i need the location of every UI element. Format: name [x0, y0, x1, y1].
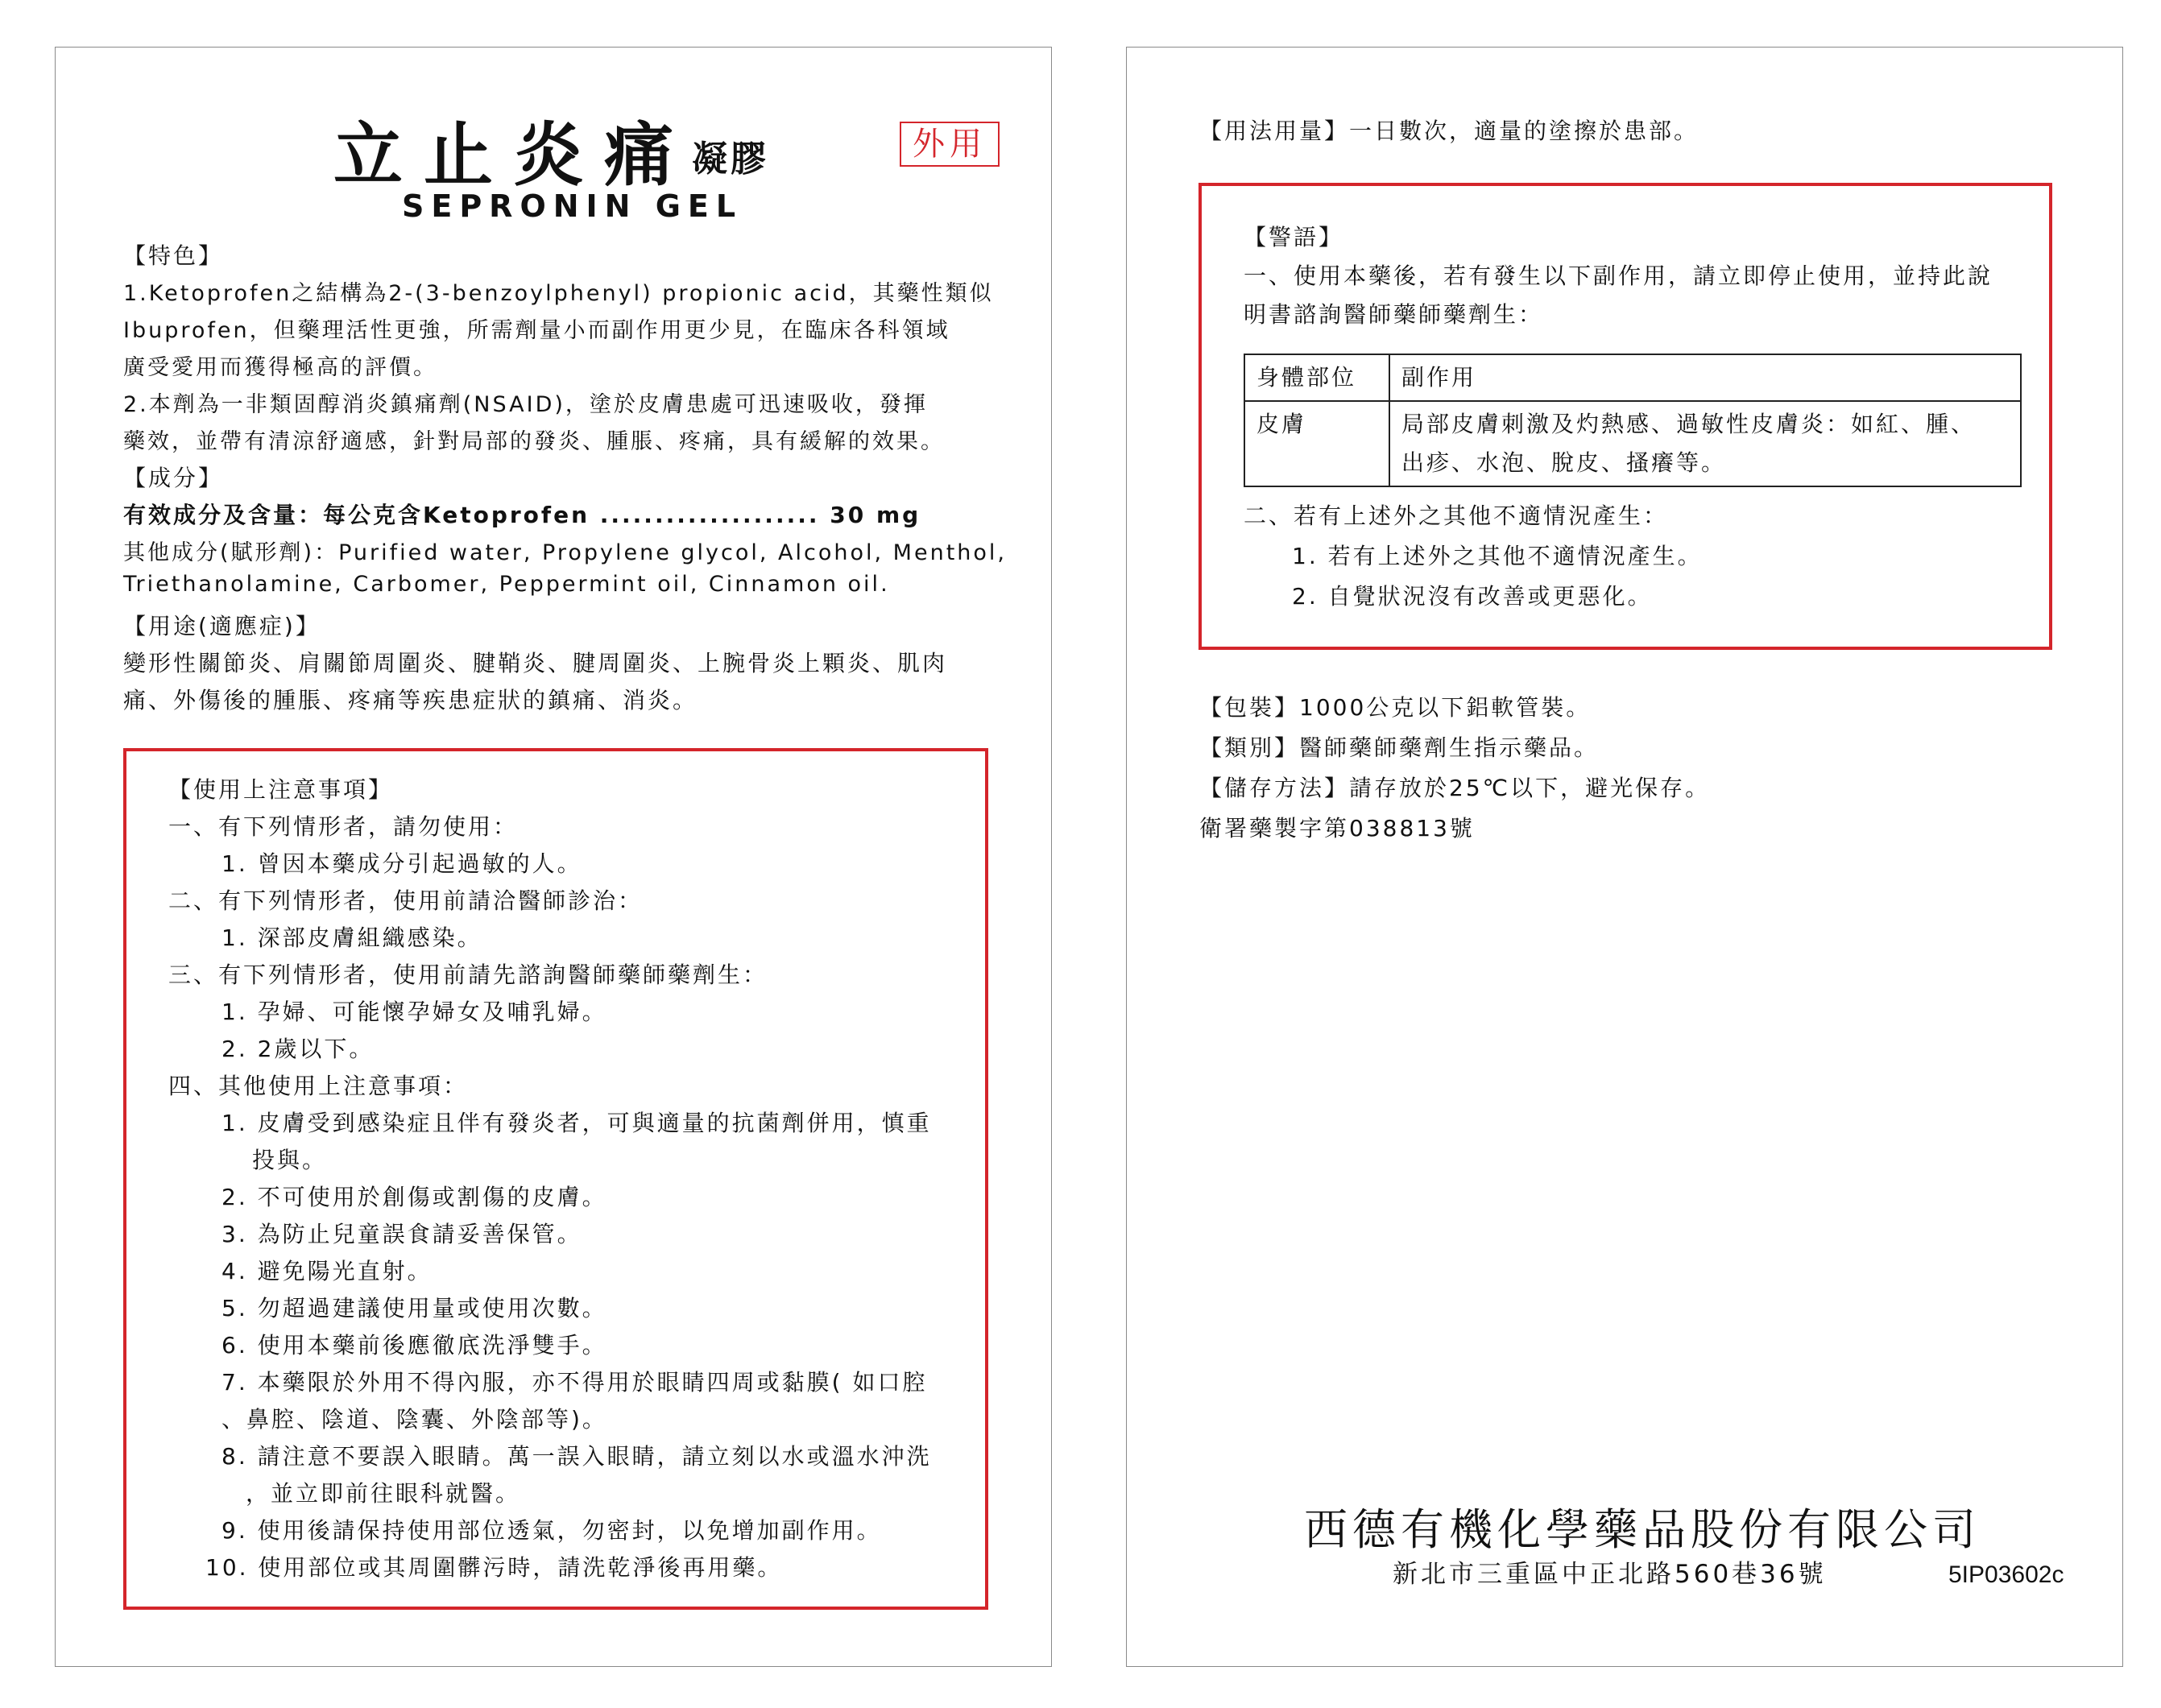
precaution-section: 一、有下列情形者，請勿使用： — [168, 813, 519, 840]
side-effects-table — [1244, 354, 2022, 487]
precaution-item: 1. 曾因本藥成分引起過敏的人。 — [221, 850, 582, 877]
company-name: 西德有機化學藥品股份有限公司 — [1304, 1504, 1981, 1555]
table-cell: 皮膚 — [1244, 401, 1389, 486]
warning-heading: 【警語】 — [1244, 224, 1344, 250]
precaution-item: 7. 本藥限於外用不得內服，亦不得用於眼睛四周或黏膜( 如口腔 — [221, 1369, 928, 1396]
precaution-item: 8. 請注意不要誤入眼睛。萬一誤入眼睛，請立刻以水或溫水沖洗 — [221, 1443, 932, 1470]
packaging-text: 【包裝】1000公克以下鋁軟管裝。 — [1199, 694, 1592, 721]
features-line: 1.Ketoprofen之結構為2-(3-benzoylphenyl) propionic acid，其藥性類似 — [123, 281, 994, 306]
precaution-section: 四、其他使用上注意事項： — [168, 1073, 469, 1099]
warning-second-section: 二、若有上述外之其他不適情況產生： — [1244, 502, 1669, 529]
dosage-text: 【用法用量】一日數次，適量的塗擦於患部。 — [1199, 118, 1699, 144]
table-header-row — [1244, 354, 2021, 401]
precaution-item: 10. 使用部位或其周圍髒污時，請洗乾淨後再用藥。 — [205, 1554, 783, 1581]
precaution-item: 3. 為防止兒童誤食請妥善保管。 — [221, 1221, 582, 1247]
precaution-item-continued: 投與。 — [252, 1147, 328, 1173]
precaution-item: 2. 不可使用於創傷或割傷的皮膚。 — [221, 1184, 607, 1210]
company-address: 新北市三重區中正北路560巷36號 — [1393, 1560, 1827, 1589]
features-line: 2.本劑為一非類固醇消炎鎮痛劑(NSAID)，塗於皮膚患處可迅速吸收，發揮 — [123, 392, 928, 417]
active-ingredient: 有效成分及含量：每公克含Ketoprofen .................... 30 mg — [123, 502, 921, 528]
precaution-item: 9. 使用後請保持使用部位透氣，勿密封，以免增加副作用。 — [221, 1517, 882, 1544]
warning-item: 1. 若有上述外之其他不適情況產生。 — [1292, 543, 1703, 569]
features-line: Ibuprofen，但藥理活性更強，所需劑量小而副作用更少見，在臨床各科領域 — [123, 318, 950, 343]
indications-heading: 【用途(適應症)】 — [123, 613, 321, 639]
features-heading: 【特色】 — [123, 242, 224, 269]
warning-intro-line: 明書諮詢醫師藥師藥劑生： — [1244, 301, 1544, 328]
category-text: 【類別】醫師藥師藥劑生指示藥品。 — [1199, 734, 1600, 761]
document-code: 5IP03602c — [1948, 1561, 2064, 1588]
product-title-chinese: 立止炎痛 — [333, 115, 694, 196]
precaution-item: 1. 深部皮膚組織感染。 — [221, 924, 482, 951]
precaution-item: 5. 勿超過建議使用量或使用次數。 — [221, 1295, 607, 1321]
storage-text: 【儲存方法】請存放於25℃以下，避光保存。 — [1199, 775, 1711, 801]
precaution-item-continued: 、鼻腔、陰道、陰囊、外陰部等)。 — [221, 1406, 607, 1433]
external-use-badge: 外用 — [900, 122, 1000, 167]
precaution-section: 二、有下列情形者，使用前請洽醫師診治： — [168, 887, 644, 914]
product-title-english: SEPRONIN GEL — [402, 188, 743, 224]
excipients-line: 其他成分(賦形劑)：Purified water, Propylene glycol, Alcohol, Menthol, — [123, 540, 1007, 565]
table-cell: 局部皮膚刺激及灼熱感、過敏性皮膚炎：如紅、腫、 出疹、水泡、脫皮、搔癢等。 — [1389, 401, 2021, 486]
precaution-item: 1. 皮膚受到感染症且伴有發炎者，可與適量的抗菌劑併用，慎重 — [221, 1110, 932, 1136]
precaution-item-continued: ，並立即前往眼科就醫。 — [246, 1480, 521, 1507]
product-form-label: 凝膠 — [692, 139, 769, 180]
precaution-item: 2. 2歲以下。 — [221, 1036, 375, 1062]
features-line: 藥效，並帶有清涼舒適感，針對局部的發炎、腫脹、疼痛，具有緩解的效果。 — [123, 429, 945, 454]
features-line: 廣受愛用而獲得極高的評價。 — [123, 355, 437, 380]
precaution-section: 三、有下列情形者，使用前請先諮詢醫師藥師藥劑生： — [168, 962, 768, 988]
precaution-item: 4. 避免陽光直射。 — [221, 1258, 433, 1284]
left-leaflet-page — [55, 47, 1052, 1667]
ingredients-heading: 【成分】 — [123, 465, 224, 491]
precaution-item: 1. 孕婦、可能懷孕婦女及哺乳婦。 — [221, 999, 607, 1025]
precaution-item: 6. 使用本藥前後應徹底洗淨雙手。 — [221, 1332, 607, 1359]
excipients-line: Triethanolamine, Carbomer, Peppermint oil, Cinnamon oil. — [123, 572, 890, 597]
warning-item: 2. 自覺狀況沒有改善或更惡化。 — [1292, 583, 1653, 610]
table-row — [1244, 401, 2021, 486]
table-header-cell: 身體部位 — [1244, 354, 1389, 401]
precautions-heading: 【使用上注意事項】 — [168, 776, 394, 803]
indications-line: 變形性關節炎、肩關節周圍炎、腱鞘炎、腱周圍炎、上腕骨炎上顆炎、肌肉 — [123, 650, 948, 676]
warning-intro-line: 一、使用本藥後，若有發生以下副作用，請立即停止使用，並持此說 — [1244, 263, 1993, 289]
license-number: 衛署藥製字第038813號 — [1199, 815, 1475, 842]
table-header-cell: 副作用 — [1389, 354, 2021, 401]
indications-line: 痛、外傷後的腫脹、疼痛等疾患症狀的鎮痛、消炎。 — [123, 687, 698, 713]
right-leaflet-page — [1126, 47, 2123, 1667]
